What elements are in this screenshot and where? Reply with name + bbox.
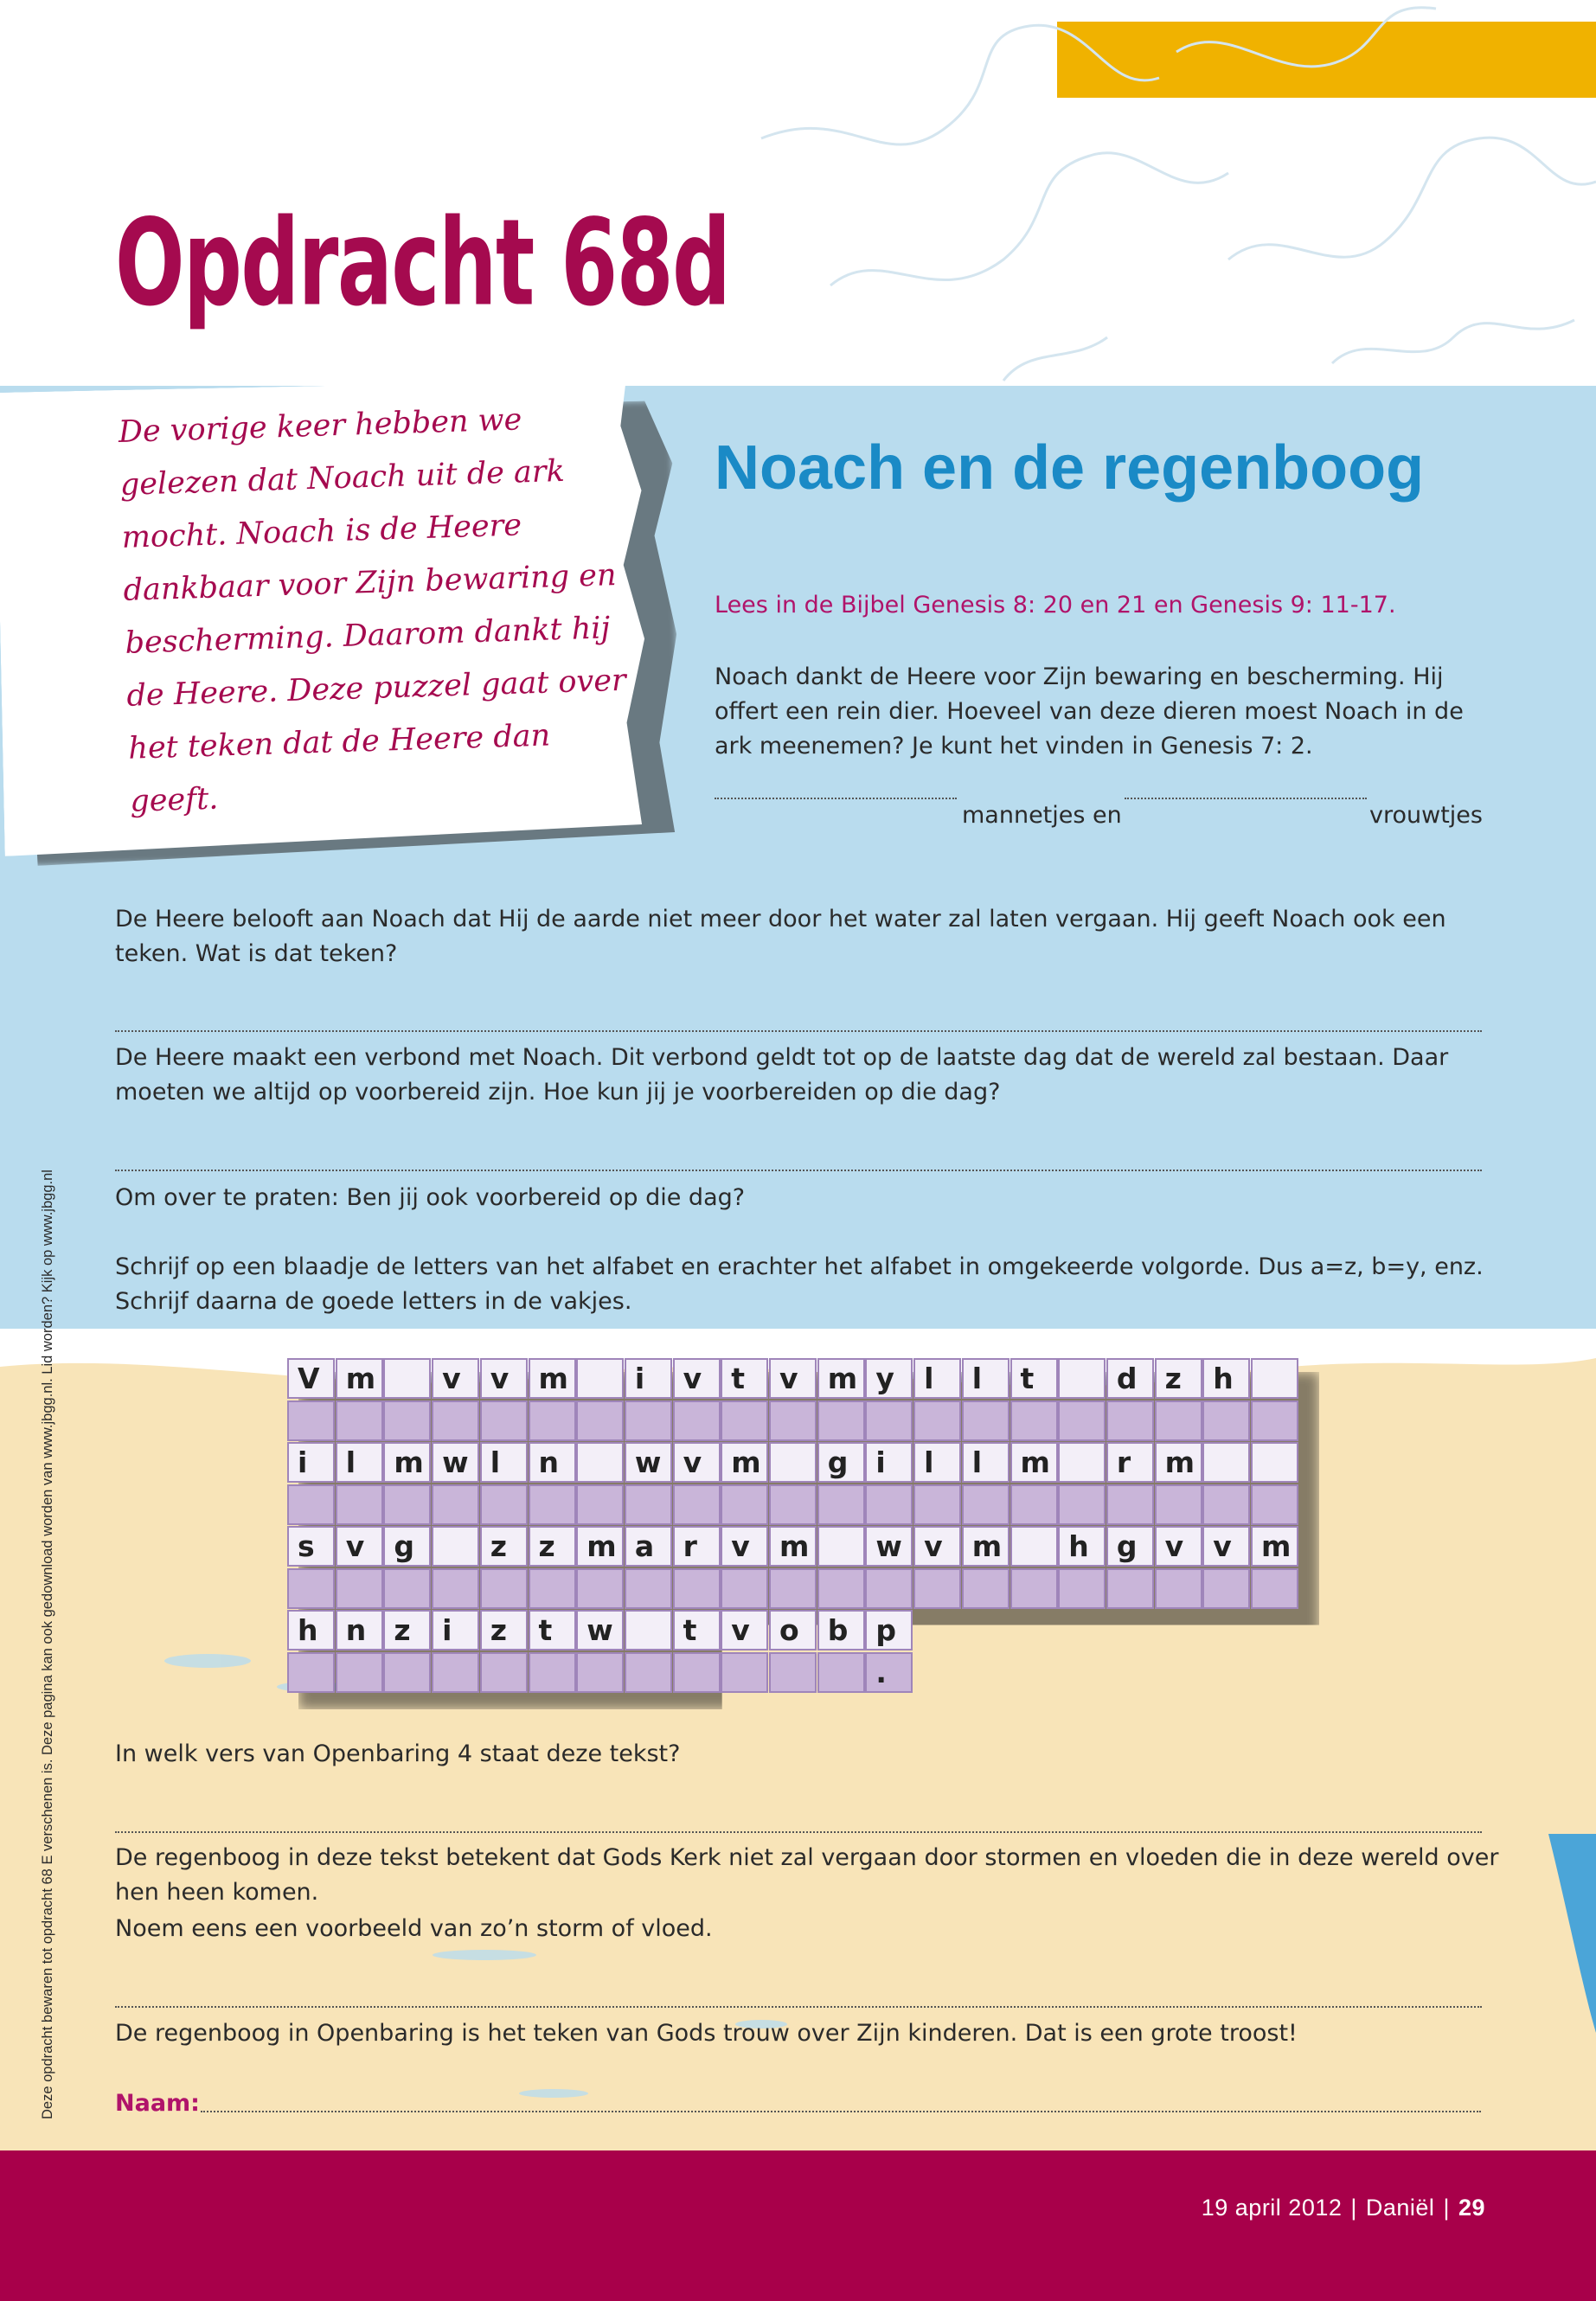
puzzle-code-cell <box>1202 1442 1250 1483</box>
puzzle-answer-cell[interactable] <box>576 1400 624 1441</box>
puzzle-code-cell: m <box>1010 1442 1058 1483</box>
puzzle-answer-cell[interactable] <box>1106 1568 1154 1609</box>
puzzle-answer-cell[interactable] <box>913 1400 961 1441</box>
puzzle-answer-cell[interactable] <box>1106 1400 1154 1441</box>
puzzle-answer-cell[interactable] <box>673 1652 721 1693</box>
puzzle-code-cell: l <box>336 1442 383 1483</box>
puzzle-code-cell: m <box>576 1526 624 1567</box>
puzzle-answer-cell[interactable] <box>1010 1484 1058 1525</box>
puzzle-code-cell: r <box>1106 1442 1154 1483</box>
puzzle-answer-cell[interactable] <box>1251 1400 1298 1441</box>
puzzle-answer-cell[interactable] <box>625 1568 672 1609</box>
puzzle-answer-cell[interactable] <box>1106 1484 1154 1525</box>
puzzle-code-cell: m <box>721 1442 768 1483</box>
puzzle-answer-cell[interactable] <box>432 1484 479 1525</box>
puzzle-code-cell: p <box>865 1610 913 1650</box>
puzzle-code-cell: m <box>336 1358 383 1399</box>
puzzle-code-cell <box>1058 1358 1106 1399</box>
puzzle-code-cell: m <box>817 1358 865 1399</box>
puzzle-code-cell: l <box>913 1358 961 1399</box>
puzzle-code-cell <box>817 1526 865 1567</box>
puzzle-code-cell: y <box>865 1358 913 1399</box>
puzzle-code-cell: d <box>1106 1358 1154 1399</box>
puzzle-code-cell: g <box>1106 1526 1154 1567</box>
footer-text: 19 april 2012 | Daniël | 29 <box>1201 2195 1485 2221</box>
puzzle-code-cell: m <box>529 1358 576 1399</box>
puzzle-answer-cell[interactable] <box>1251 1568 1298 1609</box>
puzzle-answer-cell[interactable] <box>817 1568 865 1609</box>
footer-magazine: Daniël <box>1365 2195 1435 2221</box>
answer-line-mannetjes[interactable] <box>715 798 957 799</box>
puzzle-answer-cell[interactable] <box>962 1400 1010 1441</box>
puzzle-answer-cell[interactable] <box>865 1400 913 1441</box>
puzzle-answer-cell[interactable] <box>287 1652 335 1693</box>
puzzle-code-cell: v <box>769 1358 817 1399</box>
footer-date: 19 april 2012 <box>1201 2195 1343 2221</box>
puzzle-answer-cell[interactable] <box>962 1484 1010 1525</box>
puzzle-code-cell: m <box>962 1526 1010 1567</box>
puzzle-answer-cell[interactable] <box>625 1400 672 1441</box>
puzzle-answer-cell[interactable] <box>287 1484 335 1525</box>
puzzle-answer-cell[interactable] <box>817 1484 865 1525</box>
puzzle-code-cell: v <box>336 1526 383 1567</box>
puzzle-answer-cell[interactable] <box>383 1400 431 1441</box>
puzzle-code-cell: z <box>529 1526 576 1567</box>
puzzle-answer-cell[interactable] <box>480 1568 528 1609</box>
puzzle-answer-cell[interactable] <box>383 1484 431 1525</box>
puzzle-answer-cell[interactable] <box>336 1484 383 1525</box>
puzzle-answer-cell[interactable] <box>721 1652 768 1693</box>
puzzle-code-cell: v <box>673 1442 721 1483</box>
puzzle-answer-cell[interactable] <box>529 1652 576 1693</box>
puzzle-code-cell: w <box>865 1526 913 1567</box>
puzzle-answer-cell[interactable] <box>865 1568 913 1609</box>
puzzle-code-cell: g <box>383 1526 431 1567</box>
puzzle-code-cell: v <box>1202 1526 1250 1567</box>
puzzle-code-cell: V <box>287 1358 335 1399</box>
puzzle-code-cell: a <box>625 1526 672 1567</box>
mannetjes-label: mannetjes en <box>962 802 1122 829</box>
puzzle-answer-cell[interactable] <box>287 1400 335 1441</box>
puzzle-code-cell: t <box>673 1610 721 1650</box>
puzzle-answer-cell[interactable] <box>336 1652 383 1693</box>
intro-note-text: De vorige keer hebben we gelezen dat Noach uit de ark mocht. Noach is de Heere dankbaar voor Zijn bewaring en bescherming. Daarom dankt hij de Heere. Deze puzzel gaat over het teken dat de Heere dan geeft. <box>118 402 627 819</box>
puzzle-answer-cell[interactable] <box>1010 1400 1058 1441</box>
puzzle-answer-cell[interactable] <box>576 1652 624 1693</box>
puzzle-answer-cell[interactable] <box>673 1400 721 1441</box>
puzzle-code-cell: m <box>769 1526 817 1567</box>
puzzle-instruction: Schrijf op een blaadje de letters van het alfabet en erachter het alfabet in omgekeerde volgorde. Dus a=z, b=y, enz. Schrijf daarna de goede letters in de vakjes. <box>115 1253 1484 1315</box>
puzzle-code-cell: t <box>1010 1358 1058 1399</box>
puzzle-code-cell: v <box>1155 1526 1202 1567</box>
question-sign: De Heere belooft aan Noach dat Hij de aarde niet meer door het water zal laten vergaan. Hij geeft Noach ook een teken. Wat is dat teken? <box>115 906 1446 967</box>
puzzle-code-cell: o <box>769 1610 817 1650</box>
puzzle-answer-cell[interactable] <box>1155 1400 1202 1441</box>
puzzle-code-cell <box>576 1442 624 1483</box>
puzzle-code-cell: h <box>1058 1526 1106 1567</box>
vrouwtjes-label: vrouwtjes <box>1369 802 1483 829</box>
answer-line-vrouwtjes[interactable] <box>1125 798 1367 799</box>
puzzle-answer-cell[interactable] <box>1058 1400 1106 1441</box>
puzzle-answer-cell[interactable] <box>625 1652 672 1693</box>
puzzle-answer-cell[interactable] <box>721 1400 768 1441</box>
puzzle-code-cell: i <box>625 1358 672 1399</box>
puzzle-answer-cell[interactable] <box>1202 1568 1250 1609</box>
answer-line-sign[interactable] <box>115 1030 1482 1032</box>
puzzle-code-cell: v <box>721 1610 768 1650</box>
puzzle-answer-cell[interactable] <box>432 1400 479 1441</box>
puzzle-answer-cell[interactable] <box>913 1568 961 1609</box>
puzzle-code-cell: l <box>913 1442 961 1483</box>
puzzle-answer-cell[interactable] <box>1202 1400 1250 1441</box>
puzzle-answer-cell[interactable] <box>769 1400 817 1441</box>
puzzle-code-cell: l <box>962 1442 1010 1483</box>
puzzle-answer-cell[interactable] <box>1251 1484 1298 1525</box>
puzzle-answer-cell[interactable] <box>673 1568 721 1609</box>
name-label: Naam: <box>115 2090 200 2117</box>
puzzle-answer-cell[interactable] <box>817 1652 865 1693</box>
puzzle-answer-cell[interactable] <box>336 1568 383 1609</box>
puzzle-answer-cell[interactable] <box>529 1484 576 1525</box>
puzzle-code-cell: l <box>480 1442 528 1483</box>
puzzle-answer-cell[interactable] <box>432 1652 479 1693</box>
puzzle-answer-cell[interactable] <box>576 1568 624 1609</box>
puzzle-code-cell <box>769 1442 817 1483</box>
puzzle-code-cell: w <box>625 1442 672 1483</box>
puzzle-answer-cell[interactable] <box>383 1568 431 1609</box>
puzzle-code-cell: t <box>721 1358 768 1399</box>
puzzle-answer-cell[interactable] <box>913 1484 961 1525</box>
puzzle-code-cell: v <box>721 1526 768 1567</box>
puzzle-answer-cell[interactable] <box>432 1568 479 1609</box>
puzzle-code-cell: z <box>1155 1358 1202 1399</box>
puzzle-grid <box>287 1358 1299 1697</box>
puzzle-answer-cell[interactable] <box>336 1400 383 1441</box>
puzzle-answer-cell[interactable] <box>1058 1568 1106 1609</box>
puzzle-code-cell: n <box>529 1442 576 1483</box>
puzzle-answer-cell[interactable]: . <box>865 1652 913 1693</box>
puzzle-answer-cell[interactable] <box>1202 1484 1250 1525</box>
question-prepare: De Heere maakt een verbond met Noach. Dit verbond geldt tot op de laatste dag dat de wereld zal bestaan. Daar moeten we altijd op voorbereid zijn. Hoe kun jij je voorbereiden op die dag? <box>115 1044 1449 1106</box>
puzzle-answer-cell[interactable] <box>529 1400 576 1441</box>
puzzle-answer-cell[interactable] <box>1010 1568 1058 1609</box>
puzzle-code-cell: g <box>817 1442 865 1483</box>
puzzle-code-cell <box>1058 1442 1106 1483</box>
answer-line-storm[interactable] <box>115 2006 1482 2008</box>
puzzle-code-cell <box>576 1358 624 1399</box>
puzzle-code-cell <box>1251 1442 1298 1483</box>
puzzle-code-cell: h <box>1202 1358 1250 1399</box>
puzzle-code-cell: m <box>383 1442 431 1483</box>
question-storm: Noem eens een voorbeeld van zo’n storm of vloed. <box>115 1915 713 1942</box>
puzzle-code-cell <box>1251 1358 1298 1399</box>
question-animals: Noach dankt de Heere voor Zijn bewaring en bescherming. Hij offert een rein dier. Hoeveel van deze dieren moest Noach in de ark meenemen? Je kunt het vinden in Genesis 7: 2. <box>715 663 1464 760</box>
puzzle-answer-cell[interactable] <box>769 1652 817 1693</box>
puzzle-answer-cell[interactable] <box>480 1652 528 1693</box>
puzzle-code-cell: r <box>673 1526 721 1567</box>
puzzle-code-cell <box>1010 1526 1058 1567</box>
side-note: Deze opdracht bewaren tot opdracht 68 E verschenen is. Deze pagina kan ook gedownload worden van www.jbgg.nl. Lid worden? Kijk op www.jbgg.nl <box>40 1170 55 2119</box>
answer-line-verse[interactable] <box>115 1831 1482 1833</box>
puzzle-code-cell: m <box>1155 1442 1202 1483</box>
puzzle-answer-cell[interactable] <box>721 1568 768 1609</box>
puzzle-code-cell <box>432 1526 479 1567</box>
footer-bar <box>0 2150 1596 2301</box>
puzzle-answer-cell[interactable] <box>576 1484 624 1525</box>
puzzle-answer-cell[interactable] <box>817 1400 865 1441</box>
puzzle-code-cell: b <box>817 1610 865 1650</box>
puzzle-code-cell: v <box>673 1358 721 1399</box>
puzzle-code-cell: n <box>336 1610 383 1650</box>
puzzle-answer-cell[interactable] <box>1058 1484 1106 1525</box>
puzzle-code-cell: i <box>287 1442 335 1483</box>
puzzle-code-cell: i <box>865 1442 913 1483</box>
puzzle-code-cell: w <box>576 1610 624 1650</box>
answer-line-prepare[interactable] <box>115 1170 1482 1171</box>
puzzle-code-cell <box>625 1610 672 1650</box>
discussion-question: Om over te praten: Ben jij ook voorbereid op die dag? <box>115 1184 746 1211</box>
puzzle-answer-cell[interactable] <box>287 1568 335 1609</box>
subtitle: Noach en de regenboog <box>715 433 1425 503</box>
puzzle-code-cell: s <box>287 1526 335 1567</box>
puzzle-code-cell: z <box>480 1526 528 1567</box>
name-input-line[interactable] <box>201 2111 1481 2112</box>
puzzle-code-cell: v <box>432 1358 479 1399</box>
puzzle-code-cell <box>383 1358 431 1399</box>
puzzle-answer-cell[interactable] <box>383 1652 431 1693</box>
puzzle-answer-cell[interactable] <box>480 1400 528 1441</box>
reading-instruction: Lees in de Bijbel Genesis 8: 20 en 21 en Genesis 9: 11-17. <box>715 592 1396 619</box>
puzzle-answer-cell[interactable] <box>1155 1484 1202 1525</box>
puzzle-answer-cell[interactable] <box>962 1568 1010 1609</box>
puzzle-answer-cell[interactable] <box>529 1568 576 1609</box>
puzzle-code-cell: t <box>529 1610 576 1650</box>
puzzle-code-cell: l <box>962 1358 1010 1399</box>
puzzle-answer-cell[interactable] <box>721 1484 768 1525</box>
puzzle-code-cell: w <box>432 1442 479 1483</box>
rainbow-explanation: De regenboog in deze tekst betekent dat Gods Kerk niet zal vergaan door stormen en vloeden die in deze wereld over hen heen komen. <box>115 1844 1499 1906</box>
puzzle-answer-cell[interactable] <box>673 1484 721 1525</box>
puzzle-answer-cell[interactable] <box>769 1484 817 1525</box>
puzzle-code-cell: h <box>287 1610 335 1650</box>
page-title: Opdracht 68d <box>115 194 730 334</box>
puzzle-answer-cell[interactable] <box>865 1484 913 1525</box>
puzzle-code-cell: v <box>480 1358 528 1399</box>
puzzle-code-cell: v <box>913 1526 961 1567</box>
question-verse: In welk vers van Openbaring 4 staat deze tekst? <box>115 1740 681 1767</box>
puzzle-answer-cell[interactable] <box>1155 1568 1202 1609</box>
puzzle-background <box>744 0 1596 389</box>
puzzle-answer-cell[interactable] <box>480 1484 528 1525</box>
puzzle-answer-cell[interactable] <box>625 1484 672 1525</box>
closing-text: De regenboog in Openbaring is het teken van Gods trouw over Zijn kinderen. Dat is een grote troost! <box>115 2020 1298 2047</box>
page-number: 29 <box>1458 2195 1485 2221</box>
puzzle-code-cell: z <box>480 1610 528 1650</box>
puzzle-code-cell: i <box>432 1610 479 1650</box>
puzzle-code-cell: z <box>383 1610 431 1650</box>
puzzle-answer-cell[interactable] <box>769 1568 817 1609</box>
puzzle-code-cell: m <box>1251 1526 1298 1567</box>
